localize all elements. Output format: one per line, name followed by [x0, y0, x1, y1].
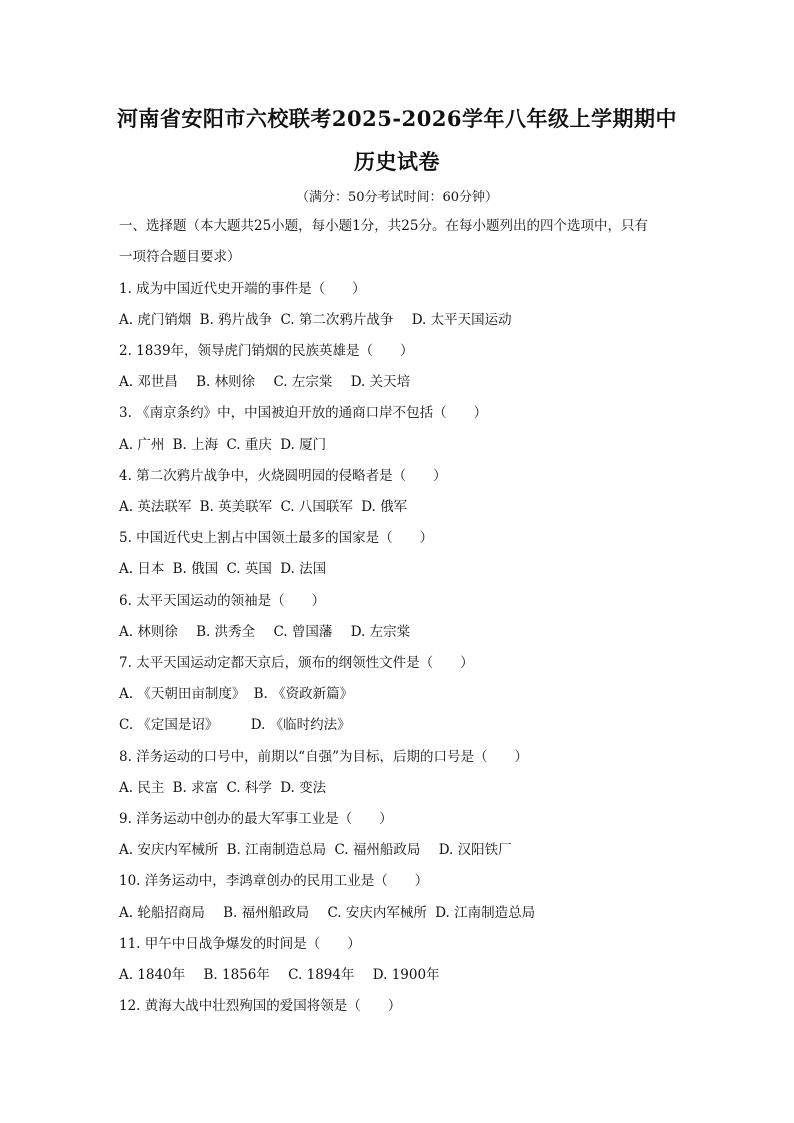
option-d: D. 法国 — [280, 561, 327, 577]
question-options — [119, 685, 353, 703]
question-stem: 2. 1839年，领导虎门销烟的民族英雄是（ ） — [119, 343, 414, 359]
question-stem: 3. 《南京条约》中，中国被迫开放的通商口岸不包括（ ） — [119, 405, 488, 421]
option-d: D. 江南制造总局 — [435, 905, 536, 921]
option-a: A. 虎门销烟 — [119, 312, 192, 328]
option-c: C. 左宗棠 — [273, 374, 333, 390]
option-c: C. 重庆 — [226, 437, 272, 453]
question-stem: 8. 洋务运动的口号中，前期以“自强”为目标，后期的口号是（ ） — [119, 749, 528, 765]
option-c: C. 八国联军 — [280, 499, 353, 515]
section-intro-line1: 一、选择题（本大题共25小题，每小题1分，共25分。在每小题列出的四个选项中，只有 — [119, 218, 648, 234]
option-a: A. 《天朝田亩制度》 — [119, 686, 246, 702]
question-options — [119, 560, 326, 578]
option-a: A. 安庆内军械所 — [119, 842, 219, 858]
option-d: D. 变法 — [280, 780, 327, 796]
option-c: C. 第二次鸦片战争 — [280, 312, 394, 328]
option-c: C. 《定国是诏》 — [119, 717, 219, 733]
question-options — [119, 311, 512, 329]
section-intro-line2: 一项符合题目要求） — [119, 249, 241, 265]
question-options — [119, 373, 410, 391]
option-d: D. 《临时约法》 — [250, 717, 351, 733]
option-d: D. 1900年 — [372, 967, 440, 983]
page-subject-title: 历史试卷 — [354, 149, 440, 174]
option-a: A. 邓世昌 — [119, 374, 178, 390]
question-stem: 11. 甲午中日战争爆发的时间是（ ） — [119, 936, 361, 952]
option-a: A. 轮船招商局 — [119, 905, 205, 921]
question-options — [119, 436, 326, 454]
option-d: D. 厦门 — [280, 437, 327, 453]
option-a: A. 林则徐 — [119, 624, 178, 640]
option-d: D. 左宗棠 — [350, 624, 411, 640]
option-d: D. 俄军 — [361, 499, 408, 515]
option-b: B. 《资政新篇》 — [253, 686, 354, 702]
page-title: 河南省安阳市六校联考2025-2026学年八年级上学期期中 — [116, 106, 678, 131]
option-c: C. 曾国藩 — [273, 624, 333, 640]
option-a: A. 日本 — [119, 561, 165, 577]
option-a: A. 1840年 — [119, 967, 186, 983]
option-b: B. 英美联军 — [199, 499, 273, 515]
option-b: B. 求富 — [172, 780, 219, 796]
option-c: C. 1894年 — [288, 967, 355, 983]
question-stem: 10. 洋务运动中，李鸿章创办的民用工业是（ ） — [119, 873, 429, 889]
question-stem: 9. 洋务运动中创办的最大军事工业是（ ） — [119, 811, 393, 827]
option-c: C. 科学 — [226, 780, 272, 796]
question-stem: 1. 成为中国近代史开端的事件是（ ） — [119, 281, 366, 297]
question-options — [119, 498, 407, 516]
option-b: B. 1856年 — [203, 967, 270, 983]
question-options — [119, 716, 351, 734]
question-stem: 6. 太平天国运动的领袖是（ ） — [119, 593, 326, 609]
option-c: C. 福州船政局 — [334, 842, 421, 858]
question-options — [119, 904, 535, 922]
question-stem: 12. 黄海大战中壮烈殉国的爱国将领是（ ） — [119, 998, 402, 1014]
question-options — [119, 623, 410, 641]
option-d: D. 太平天国运动 — [411, 312, 512, 328]
question-options — [119, 841, 512, 859]
question-stem: 7. 太平天国运动定都天京后，颁布的纲领性文件是（ ） — [119, 655, 474, 671]
option-b: B. 江南制造总局 — [226, 842, 327, 858]
option-b: B. 林则徐 — [196, 374, 256, 390]
option-b: B. 洪秀全 — [196, 624, 256, 640]
option-c: C. 安庆内军械所 — [327, 905, 427, 921]
option-a: A. 英法联军 — [119, 499, 192, 515]
option-b: B. 鸦片战争 — [199, 312, 273, 328]
question-stem: 5. 中国近代史上割占中国领土最多的国家是（ ） — [119, 530, 434, 546]
question-options — [119, 779, 326, 797]
option-d: D. 汉阳铁厂 — [438, 842, 512, 858]
option-b: B. 上海 — [172, 437, 219, 453]
question-options — [119, 966, 440, 984]
option-a: A. 民主 — [119, 780, 165, 796]
option-d: D. 关天培 — [350, 374, 411, 390]
option-a: A. 广州 — [119, 437, 165, 453]
option-b: B. 俄国 — [172, 561, 219, 577]
option-b: B. 福州船政局 — [223, 905, 310, 921]
question-stem: 4. 第二次鸦片战争中，火烧圆明园的侵略者是（ ） — [119, 468, 447, 484]
option-c: C. 英国 — [226, 561, 272, 577]
exam-info: （满分：50分考试时间：60分钟） — [295, 190, 499, 205]
